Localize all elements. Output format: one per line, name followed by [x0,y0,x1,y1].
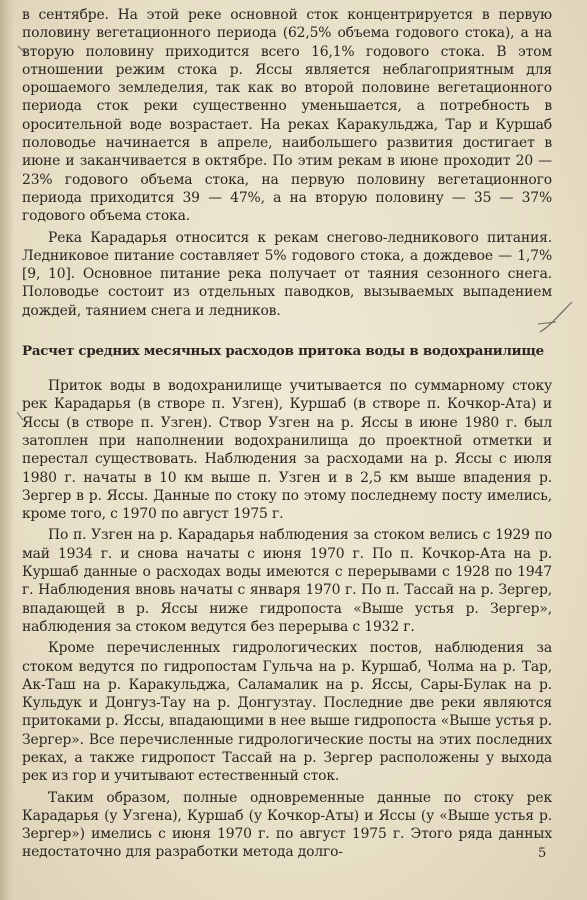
page-number: 5 [538,846,547,861]
paragraph: в сентябре. На этой реке основной сток концентрируется в первую половину вегетационного периода (62,5% объема годового стока), а на вторую половину приходится всего 16,1% годового стока. В этом отношении режим стока р. Яссы является неблагоприятным для орошаемого земледелия, так как во второй половине вегетационного периода сток реки существенно уменьшается, а потребность в оросительной воде возрастает. На реках Каракульджа, Тар и Куршаб половодье начинается в апреле, наибольшего развития достигает в июне и заканчивается в октябре. По этим рекам в июне проходит 20 — 23% годового объема стока, на первую половину вегетационного периода приходится 39 — 47%, а на вторую половину — 35 — 37% годового объема стока. [22,7,552,225]
section-heading: Расчет средних месячных расходов притока воды в водохранилище [22,343,544,360]
pencil-slash-mark [536,298,576,338]
book-spine-shadow [0,0,14,900]
paragraph: Река Карадарья относится к рекам снегово-ледникового питания. Ледниковое питание составляет 5% годового стока, а дождевое — 1,7% [9, 10]. Основное питание река получает от таяния сезонного снега. Половодье состоит из отдельных паводков, вызываемых выпадением дождей, таянием снега и ледников. [22,229,552,319]
paragraph: Кроме перечисленных гидрологических постов, наблюдения за стоком ведутся по гидропостам Гульча на р. Куршаб, Чолма на р. Тар, Ак-Таш на р. Каракульджа, Саламалик на р. Яссы, Сары-Булак на р. Кульдук и Донгуз-Тау на р. Донгузтау. Последние две реки являются притоками р. Яссы, впадающими в нее выше гидропоста «Выше устья р. Зергер». Все перечисленные гидрологические посты на этих последних реках, а также гидропост Тассай на р. Зергер расположены у выхода рек из гор и учитывают естественный сток. [22,640,552,785]
paragraph: По п. Узген на р. Карадарья наблюдения за стоком велись с 1929 по май 1934 г. и снова начаты с июня 1970 г. По п. Кочкор-Ата на р. Куршаб данные о расходах воды имеются с перерывами с 1928 по 1947 г. Наблюдения вновь начаты с января 1970 г. По п. Тассай на р. Зергер, впадающей в р. Яссы ниже гидропоста «Выше устья р. Зергер», наблюдения за стоком ведутся без перерыва с 1932 г. [22,527,552,635]
paragraph: Таким образом, полные одновременные данные по стоку рек Карадарья (у Узгена), Куршаб (у Кочкор-Аты) и Яссы (у «Выше устья р. Зергер») имелись с июня 1970 г. по август 1975 г. Этого ряда данных недостаточно для разработки метода долго- [22,789,552,861]
paragraph: Приток воды в водохранилище учитывается по суммарному стоку рек Карадарья (в створе п. Узген), Куршаб (в створе п. Кочкор-Ата) и Яссы (в створе п. Узген). Створ Узген на р. Яссы в июне 1980 г. был затоплен при наполнении водохранилища до проектной отметки и перестал существовать. Наблюдения за расходами на р. Яссы с июля 1980 г. начаты в 10 км выше п. Узген и в 2,5 км выше впадения р. Зергер в р. Яссы. Данные по стоку по этому последнему посту имелись, кроме того, с 1970 по август 1975 г. [22,378,552,523]
page-body [22,6,552,862]
